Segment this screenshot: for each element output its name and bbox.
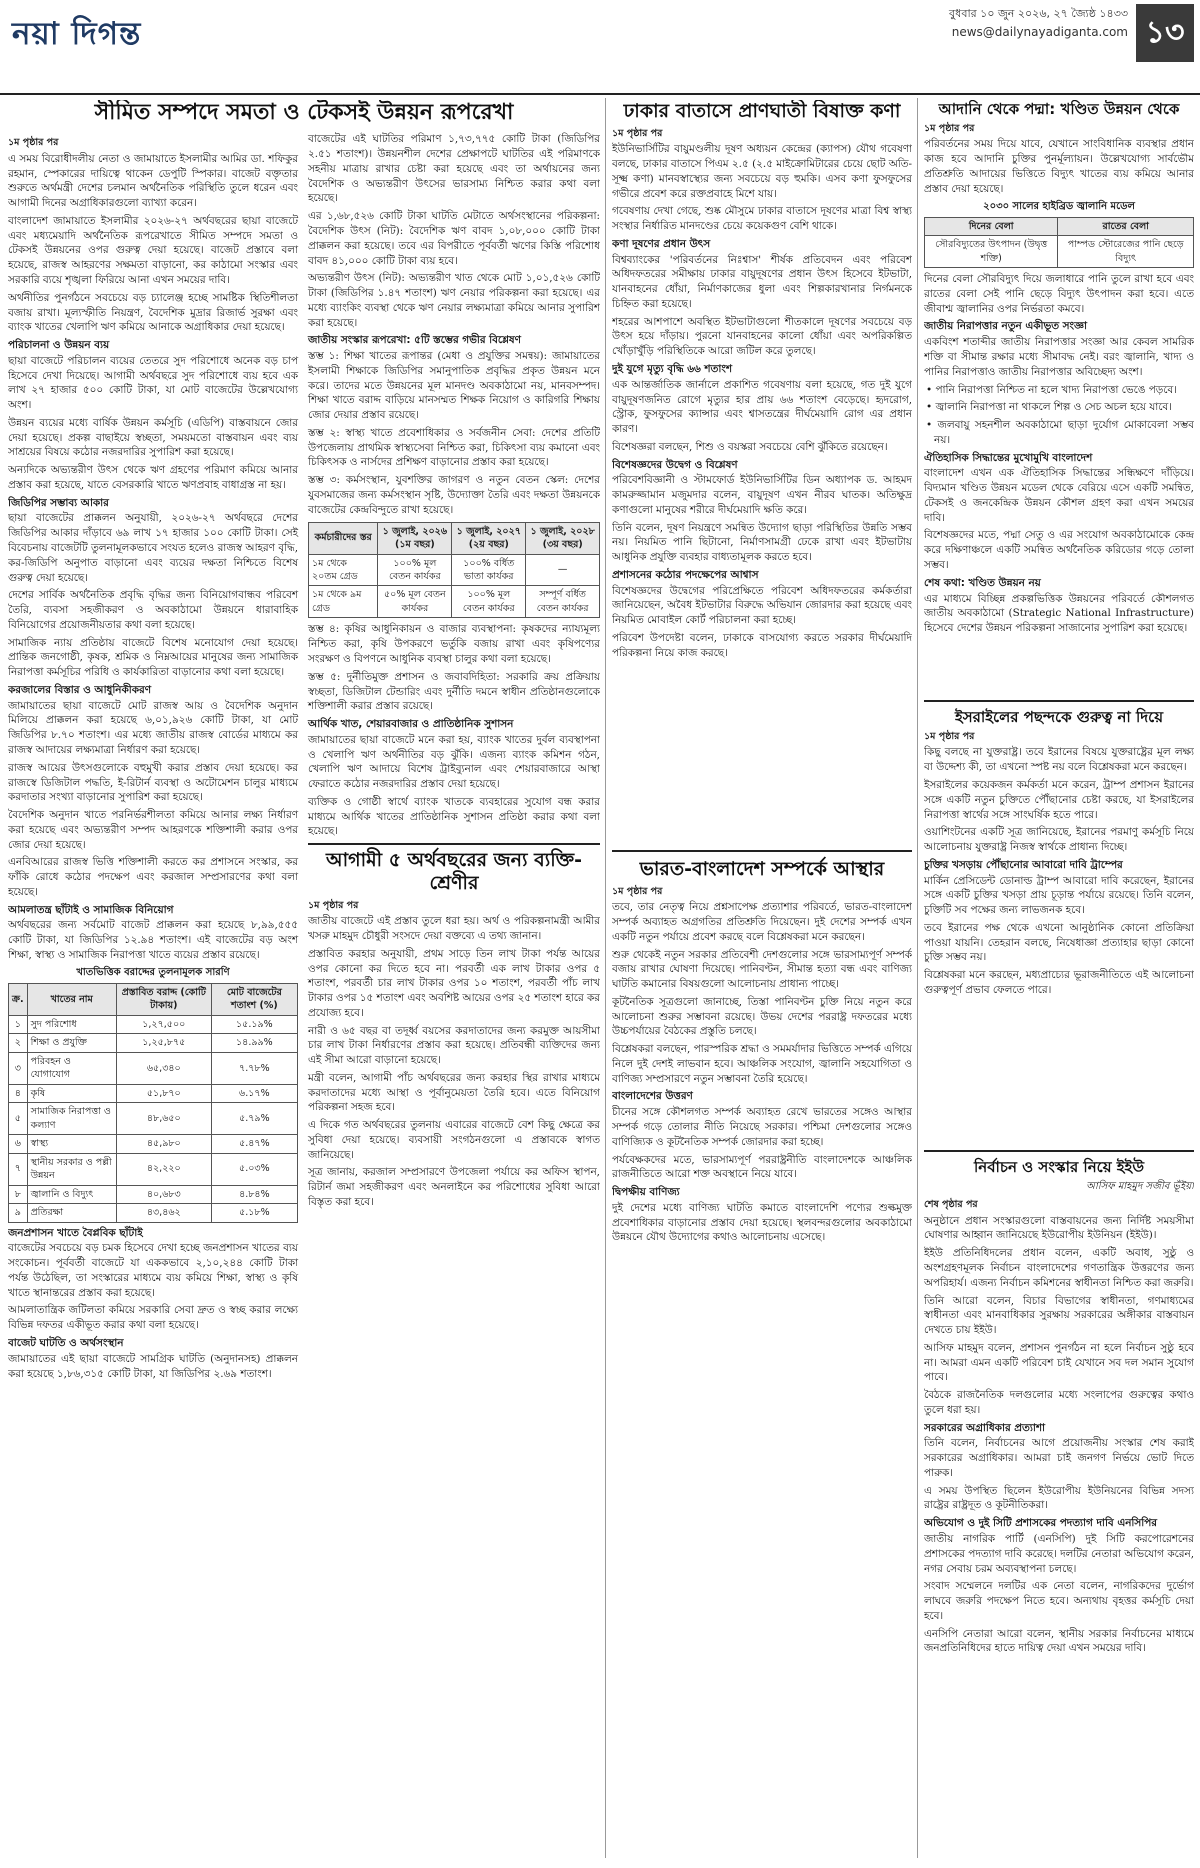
table-row	[9, 1153, 298, 1185]
paragraph: ইউনিভার্সিটির বায়ুমণ্ডলীয় দূষণ অধ্যয়ন কেন্দ্রের (ক্যাপস) যৌথ গবেষণা বলছে, ঢাকার বাতাসে পিএম ২.৫ (২.৫ মাইক্রোমিটারের চেয়ে ছোট অতি-সূক্ষ্ম কণা) মানবস্বাস্থ্যের জন্য সবচেয়ে বড় হুমকি। এসব কণা ফুসফুসের গভীরে প্রবেশ করে রক্তপ্রবাহে মিশে যায়।	[612, 143, 912, 200]
paragraph: কিছু বলছে না যুক্তরাষ্ট্র। তবে ইরানের বিষয়ে যুক্তরাষ্ট্রের মূল লক্ষ্য বা উদ্দেশ্য কী, তা এখনো স্পষ্ট নয় বলে বিশ্লেষকরা মনে করছেন।	[924, 746, 1194, 774]
story-israel	[924, 700, 1194, 1140]
paragraph: বিশেষজ্ঞদের উদ্বেগের পরিপ্রেক্ষিতে পরিবেশ অধিদফতরের কর্মকর্তারা জানিয়েছেন, অবৈধ ইটভাটার বিরুদ্ধে অভিযান জোরদার করা হয়েছে এবং নিয়মিত মোবাইল কোর্ট পরিচালনা করা হচ্ছে।	[612, 584, 912, 627]
pay-scale-table	[308, 522, 600, 619]
paragraph: পরিবেশ উপদেষ্টা বলেন, ঢাকাকে বাসযোগ্য করতে সরকার দীর্ঘমেয়াদি পরিকল্পনা নিয়ে কাজ করছে।	[612, 632, 912, 659]
paragraph: জামায়াতের এই ছায়া বাজেটে সামগ্রিক ঘাটতি (অনুদানসহ) প্রাক্কলন করা হয়েছে ১,৮৬,৩১৫ কোটি টাকা, যা জিডিপির ২.৬৯ শতাংশ।	[8, 1352, 298, 1380]
table-row	[309, 586, 600, 618]
table-cell: কৃষি	[27, 1084, 116, 1102]
paragraph: মার্কিন প্রেসিডেন্ট ডোনাল্ড ট্রাম্প আবারো দাবি করেছেন, ইরানের সঙ্গে একটি চুক্তির খসড়া প্রায় চূড়ান্ত পর্যায়ে রয়েছে। তিনি বলেন, চুক্তিটি সব পক্ষের জন্য লাভজনক হবে।	[924, 874, 1194, 917]
table-cell: ১০০% মূল বেতন কার্যকর	[378, 554, 452, 586]
story-adani-padma	[924, 100, 1194, 690]
paragraph: অনুষ্ঠানে প্রধান সংস্কারগুলো বাস্তবায়নের জন্য নিৰ্দিষ্ট সময়সীমা ঘোষণার আহ্বান জানিয়েছে ইউরোপীয় ইউনিয়ন (ইইউ)।	[924, 1214, 1194, 1242]
newspaper-logo[interactable]: নয়া দিগন্ত	[12, 15, 142, 52]
headline-israel[interactable]: ইসরাইলের পছন্দকে গুরুত্ব না দিয়ে	[954, 708, 1164, 726]
table-cell: ৫.১৮%	[211, 1204, 297, 1222]
paragraph: পর্যবেক্ষকদের মতে, ভারসাম্যপূর্ণ পররাষ্ট্রনীতি বাংলাদেশকে আঞ্চলিক রাজনীতিতে আরো শক্ত অবস্থানে নিয়ে যাবে।	[612, 1153, 912, 1181]
subheading: বাংলাদেশের উত্তরণ	[612, 1090, 693, 1103]
table-cell: ৫.৪৭%	[211, 1135, 297, 1153]
paragraph: এনসিপি নেতারা আরো বলেন, স্থানীয় সরকার নির্বাচনের মাধ্যমে জনপ্রতিনিধিদের হাতে দায়িত্ব দেয়া এখন সময়ের দাবি।	[924, 1627, 1194, 1655]
schedule-night-cell: পাম্পড স্টোরেজের পানি ছেড়ে বিদ্যুৎ	[1058, 236, 1194, 268]
subheading: জনপ্রশাসন খাতে বৈপ্লবিক ছাঁটাই	[8, 1226, 143, 1239]
table-row	[9, 1185, 298, 1203]
paragraph: বাজেটের এই ঘাটতির পরিমাণ ১,৭৩,৭৭৫ কোটি টাকা (জিডিপির ২.৫১ শতাংশ)। উন্নয়নশীল দেশের প্রেক্ষাপটে ঘাটতির এই পরিমাণকে সহনীয় মাত্রায় রাখার চেষ্টা করা হয়েছে এবং তা অর্থায়নের জন্য বৈদেশিক ও অভ্যন্তরীণ উৎসের ভারসাম্য নিশ্চিত করার কথা বলা হয়েছে।	[308, 133, 600, 205]
story-eu	[924, 1150, 1194, 1860]
subheading: জাতীয় সংস্কার রূপরেখা: ৫টি স্তম্ভের গভীর বিশ্লেষণ	[308, 334, 521, 347]
continuation-label: শেষ পৃষ্ঠার পর	[924, 1199, 978, 1211]
paragraph: স্তম্ভ ৩: কর্মসংস্থান, যুবশক্তির জাগরণ ও নতুন বেতন স্কেল: দেশের যুবসমাজের জন্য কর্মসংস্থান সৃষ্টি, উদ্যোক্তা তৈরি এবং দক্ষতা উন্নয়নকে বাজেটের কেন্দ্রবিন্দুতে রাখা হয়েছে।	[308, 474, 600, 516]
table-cell: ২	[9, 1034, 28, 1052]
paragraph: এর মাধ্যমে বিচ্ছিন্ন প্রকল্পভিত্তিক উন্নয়নের পরিবর্তে কৌশলগত জাতীয় অবকাঠামো (Strategic National Infrastructure) হিসেবে দেশের উন্নয়ন পরিকল্পনা সাজানোর সুপারিশ করা হয়েছে।	[924, 592, 1194, 635]
table-row	[9, 1015, 298, 1033]
paragraph: ছায়া বাজেটের প্রাক্কলন অনুযায়ী, ২০২৬-২৭ অর্থবছরে দেশের জিডিপির আকার দাঁড়াবে ৬৯ লাখ ১৭ হাজার ১০০ কোটি টাকা। সেই বিবেচনায় বাজেটটি তুলনামূলকভাবে সংযত হলেও রাজস্ব আহরণ বৃদ্ধি, কর-জিডিপি অনুপাত বাড়ানো এবং ব্যয়ের দক্ষতা নিশ্চিতে বিশেষ গুরুত্ব দেয়া হয়েছে।	[8, 512, 298, 584]
table-header: ১ জুলাই, ২০২৬ (১ম বছর)	[378, 522, 452, 554]
paragraph: তিনি বলেন, নির্বাচনের আগে প্রয়োজনীয় সংস্কার শেষ করাই সরকারের অগ্রাধিকার। আমরা চাই জনগণ নির্ভয়ে ভোট দিতে পারুক।	[924, 1437, 1194, 1479]
issue-date: বুধবার ১০ জুন ২০২৬, ২৭ জ্যৈষ্ঠ ১৪৩৩	[949, 7, 1128, 20]
subheading: শেষ কথা: খণ্ডিত উন্নয়ন নয়	[924, 576, 1041, 589]
subheading: বিশেষজ্ঞদের উদ্বেগ ও বিশ্লেষণ	[612, 458, 738, 471]
headline-budget[interactable]: সীমিত সম্পদে সমতা ও টেকসই উন্নয়ন রূপরেখা	[94, 100, 514, 125]
paragraph: বিশেষজ্ঞদের মতে, পদ্মা সেতু ও এর সংযোগ অবকাঠামোকে কেন্দ্র করে দক্ষিণাঞ্চলে একটি সমন্বিত অর্থনৈতিক করিডোর গড়ে তোলা সম্ভব।	[924, 529, 1194, 571]
paragraph: স্তম্ভ ৪: কৃষির আধুনিকায়ন ও বাজার ব্যবস্থাপনা: কৃষকদের ন্যায্যমূল্য নিশ্চিত করা, কৃষি উপকরণে ভর্তুকি বজায় রাখা এবং কৃষিপণ্যের সংরক্ষণ ও বিপণনে আধুনিক ব্যবস্থা চালুর কথা বলা হয়েছে।	[308, 623, 600, 665]
paragraph: দুই দেশের মধ্যে বাণিজ্য ঘাটতি কমাতে বাংলাদেশি পণ্যের শুল্কমুক্ত প্রবেশাধিকার বাড়ানোর প্রস্তাব দেয়া হয়েছে। স্থলবন্দরগুলোর অবকাঠামো উন্নয়নে যৌথ উদ্যোগের কথাও আলোচনায় এসেছে।	[612, 1201, 912, 1244]
table-cell: ৬৫,৩৪০	[116, 1052, 211, 1084]
subheading: আর্থিক খাত, শেয়ারবাজার ও প্রাতিষ্ঠানিক সুশাসন	[308, 718, 514, 731]
paragraph: বৈঠকে রাজনৈতিক দলগুলোর মধ্যে সংলাপের গুরুত্বের কথাও তুলে ধরা হয়।	[924, 1389, 1194, 1416]
paragraph: বৈদেশিক অনুদান খাতে পরনির্ভরশীলতা কমিয়ে আনার লক্ষ্য নির্ধারণ করা হয়েছে এবং অভ্যন্তরীণ সম্পদ আহরণকে শক্তিশালী করার ওপর জোর দেয়া হয়েছে।	[8, 809, 298, 851]
website[interactable]: news@dailynayadiganta.com	[951, 25, 1128, 39]
table-cell: ৪২,২২০	[116, 1153, 211, 1185]
table-cell: ৫০% মূল বেতন কার্যকর	[378, 586, 452, 618]
paragraph: ওয়াশিংটনের একটি সূত্র জানিয়েছে, ইরানের পরমাণু কর্মসূচি নিয়ে আলোচনায় যুক্তরাষ্ট্র নিজস্ব স্বার্থকে প্রাধান্য দিচ্ছে।	[924, 826, 1194, 854]
paragraph: এক আন্তর্জাতিক জার্নালে প্রকাশিত গবেষণায় বলা হয়েছে, গত দুই যুগে বায়ুদূষণজনিত রোগে মৃত্যুর হার প্রায় ৬৬ শতাংশ বেড়েছে। হৃদরোগ, স্ট্রোক, ফুসফুসের ক্যান্সার এবং শ্বাসতন্ত্রের দীর্ঘমেয়াদি রোগ এর প্রধান কারণ।	[612, 378, 912, 436]
paragraph: এ দিকে গত অর্থবছরের তুলনায় এবারের বাজেটে বেশ কিছু ক্ষেত্রে কর সুবিধা দেয়া হয়েছে। ব্যবসায়ী সংগঠনগুলো এ প্রস্তাবকে স্বাগত জানিয়েছে।	[308, 1119, 600, 1161]
paragraph: পরিবর্তনের সময় দিয়ে যাবে, যেখানে সাংবিধানিক ব্যবস্থার প্রধান কাজ হবে আদানি চুক্তির পুনর্মূল্যায়ন। উল্লেখযোগ্য সার্বভৌম প্রতিশ্রুতি আদায়ের ভিত্তিতে বিদ্যুৎ খাতের ব্যয় কমিয়ে আনার প্রস্তাব দেয়া হয়েছে।	[924, 138, 1194, 195]
table-cell: ৩	[9, 1052, 28, 1084]
table-cell: ৫	[9, 1103, 28, 1135]
paragraph: স্তম্ভ ২: স্বাস্থ্য খাতে প্রবেশাধিকার ও সর্বজনীন সেবা: দেশের প্রতিটি উপজেলায় প্রাথমিক স্বাস্থ্যসেবা নিশ্চিত করা, চিকিৎসা ব্যয় কমানো এবং চিকিৎসক ও নার্সদের প্রশিক্ষণ বাড়ানোর প্রস্তাব করা হয়েছে।	[308, 426, 600, 469]
table-cell: ৪.৮৪%	[211, 1185, 297, 1203]
table-cell: ৬.১৭%	[211, 1084, 297, 1102]
table-cell: ৪৩,৪৬২	[116, 1204, 211, 1222]
paragraph: জামায়াতের ছায়া বাজেটে মোট রাজস্ব আয় ও বৈদেশিক অনুদান মিলিয়ে প্রাক্কলন করা হয়েছে ৬,০১,৯২৬ কোটি টাকা, যা মোট জিডিপির ৮.৭০ শতাংশ। এর মধ্যে জাতীয় রাজস্ব বোর্ডের মাধ্যমে কর রাজস্ব আদায়ের লক্ষ্যমাত্রা নির্ধারণ করা হয়েছে।	[8, 699, 298, 756]
table-header: ক্র.	[9, 983, 28, 1015]
paragraph: তিনি আরো বলেন, বিচার বিভাগের স্বাধীনতা, গণমাধ্যমের স্বাধীনতা এবং মানবাধিকার সুরক্ষায় সরকারের অঙ্গীকার বাস্তবায়ন দেখতে চায় ইইউ।	[924, 1294, 1194, 1337]
continuation-label: ১ম পৃষ্ঠার পর	[612, 885, 663, 897]
table-cell: ৫.৭৯%	[211, 1103, 297, 1135]
headline-air-pollution[interactable]: ঢাকার বাতাসে প্রাণঘাতী বিষাক্ত কণা	[623, 100, 901, 122]
paragraph: এ সময় উপস্থিত ছিলেন ইউরোপীয় ইউনিয়নের বিভিন্ন সদস্য রাষ্ট্রের রাষ্ট্রদূত ও কূটনীতিকরা।	[924, 1484, 1194, 1512]
paragraph: ব্যক্তিক ও গোষ্ঠী স্বার্থে ব্যাংক খাতকে ব্যবহারের সুযোগ বন্ধ করার মাধ্যমে আর্থিক খাতের প্রাতিষ্ঠানিক সুশাসন প্রতিষ্ঠা করার কথা বলা হয়েছে।	[308, 795, 600, 838]
table-row	[309, 554, 600, 586]
subheading: জিডিপির সম্ভাব্য আকার	[8, 496, 109, 509]
subheading: বাজেট ঘাটতি ও অর্থসংস্থান	[8, 1337, 124, 1350]
table-cell: ১০০% বর্ধিত ভাতা কার্যকর	[452, 554, 526, 586]
table-cell: সম্পূর্ণ বর্ধিত বেতন কার্যকর	[526, 586, 600, 618]
story-air-pollution	[612, 100, 912, 840]
table-header: প্রস্তাবিত বরাদ্দ (কোটি টাকায়)	[116, 983, 211, 1015]
paragraph: একবিংশ শতাব্দীর জাতীয় নিরাপত্তার সংজ্ঞা আর কেবল সামরিক শক্তি বা সীমান্ত রক্ষার মধ্যে সীমাবদ্ধ নেই। বরং জ্বালানি, খাদ্য ও পানির নিরাপত্তাও জাতীয় নিরাপত্তার অবিচ্ছেদ্য অংশ।	[924, 336, 1194, 378]
paragraph: পরিবেশবিজ্ঞানী ও স্টামফোর্ড ইউনিভার্সিটির ডিন অধ্যাপক ড. আহমদ কামরুজ্জামান মজুমদার বলেন, বায়ুদূষণ এখন নীরব ঘাতক। অতিক্ষুদ্র কণাগুলো মানুষের শরীরে দীর্ঘমেয়াদি ক্ষতি করে।	[612, 474, 912, 516]
subheading: করজালের বিস্তার ও আধুনিকীকরণ	[8, 683, 152, 696]
table-header: খাতের নাম	[27, 983, 116, 1015]
table-cell: পরিবহন ও যোগাযোগ	[27, 1052, 116, 1084]
paragraph: ইইউ প্রতিনিধিদলের প্রধান বলেন, একটি অবাধ, সুষ্ঠু ও অংশগ্রহণমূলক নির্বাচন বাংলাদেশের গণতান্ত্রিক উত্তরণের জন্য অপরিহার্য। এজন্য নির্বাচন কমিশনের স্বাধীনতা নিশ্চিত করা জরুরি।	[924, 1247, 1194, 1289]
paragraph: সামাজিক ন্যায় প্রতিষ্ঠায় বাজেটে বিশেষ মনোযোগ দেয়া হয়েছে। প্রান্তিক জনগোষ্ঠী, কৃষক, শ্রমিক ও নিম্নআয়ের মানুষের জন্য সামাজিক নিরাপত্তা কর্মসূচির পরিধি ও কার্যকারিতা বাড়ানোর কথা বলা হয়েছে।	[8, 636, 298, 679]
paragraph: দিনের বেলা সৌরবিদ্যুৎ দিয়ে জলাধারে পানি তুলে রাখা হবে এবং রাতের বেলা সেই পানি ছেড়ে বিদ্যুৎ উৎপাদন করা হবে। এতে জীবাশ্ম জ্বালানির ওপর নির্ভরতা কমবে।	[924, 273, 1194, 315]
schedule-day-cell: সৌরবিদ্যুতের উৎপাদন (উদ্বৃত্ত শক্তি)	[925, 236, 1058, 268]
table-row	[9, 1204, 298, 1222]
allocation-table-body	[9, 1015, 298, 1222]
allocation-table	[8, 983, 298, 1223]
subheading: আমলাতন্ত্র ছাঁটাই ও সামাজিক বিনিয়োগ	[8, 903, 174, 916]
subheading: দুই যুগে মৃত্যু বৃদ্ধি ৬৬ শতাংশ	[612, 363, 732, 375]
bullet-item: • জলবায়ু সহনশীল অবকাঠামো ছাড়া দুর্যোগ মোকাবেলা সম্ভব নয়।	[926, 419, 1194, 446]
paragraph: শুরু থেকেই নতুন সরকার প্রতিবেশী দেশগুলোর সঙ্গে ভারসাম্যপূর্ণ সম্পর্ক বজায় রাখার ঘোষণা দিয়েছে। পানিবণ্টন, সীমান্ত হত্যা বন্ধ এবং বাণিজ্য ঘাটতি কমানোর বিষয়গুলো আলোচনায় প্রাধান্য পাচ্ছে।	[612, 948, 912, 991]
paragraph: বাংলাদেশ এখন এক ঐতিহাসিক সিদ্ধান্তের সন্ধিক্ষণে দাঁড়িয়ে। বিদ্যমান খণ্ডিত উন্নয়ন মডেল থেকে বেরিয়ে এসে একটি সমন্বিত, টেকসই ও জনকেন্দ্রিক উন্নয়ন কৌশল গ্রহণ করা এখন সময়ের দাবি।	[924, 467, 1194, 524]
paragraph: মন্ত্রী বলেন, আগামী পাঁচ অর্থবছরের জন্য করহার স্থির রাখার মাধ্যমে করদাতাদের মধ্যে আস্থা ও পূর্বানুমেয়তা তৈরি হবে। এতে বিনিয়োগ পরিকল্পনা সহজ হবে।	[308, 1071, 600, 1114]
paragraph: আমলাতান্ত্রিক জটিলতা কমিয়ে সরকারি সেবা দ্রুত ও স্বচ্ছ করার লক্ষ্যে বিভিন্ন দফতর একীভূত করার কথা বলা হয়েছে।	[8, 1304, 298, 1332]
table-header: ১ জুলাই, ২০২৮ (৩য় বছর)	[526, 522, 600, 554]
paragraph: বিশেষজ্ঞরা বলছেন, শিশু ও বয়স্করা সবচেয়ে বেশি ঝুঁকিতে রয়েছেন।	[612, 440, 888, 453]
table-cell: ১	[9, 1015, 28, 1033]
paragraph: প্রস্তাবিত করহার অনুযায়ী, প্রথম সাড়ে তিন লাখ টাকা পর্যন্ত আয়ের ওপর কোনো কর দিতে হবে না। পরবর্তী এক লাখ টাকার ওপর ৫ শতাংশ, পরবর্তী চার লাখ টাকার ওপর ১০ শতাংশ, পরবর্তী পাঁচ লাখ টাকার ওপর ১৫ শতাংশ এবং অবশিষ্ট আয়ের ওপর ২৫ শতাংশ হারে কর প্রযোজ্য হবে।	[308, 947, 600, 1019]
table-cell: ৯	[9, 1204, 28, 1222]
paragraph: বিশ্লেষকরা মনে করছেন, মধ্যপ্রাচ্যের ভূরাজনীতিতে এই আলোচনা গুরুত্বপূর্ণ প্রভাব ফেলতে পারে।	[924, 969, 1194, 996]
table-cell: ৮	[9, 1185, 28, 1203]
paragraph: স্তম্ভ ৫: দুর্নীতিমুক্ত প্রশাসন ও জবাবদিহিতা: সরকারি ক্রয় প্রক্রিয়ায় স্বচ্ছতা, ডিজিটাল টেন্ডারিং এবং দুর্নীতি দমনে স্বাধীন প্রতিষ্ঠানগুলোকে শক্তিশালী করার প্রস্তাব রয়েছে।	[308, 670, 600, 713]
story-india-bangladesh	[612, 850, 912, 1860]
masthead	[0, 0, 1200, 95]
paragraph: অভ্যন্তরীণ উৎস (নিট): অভ্যন্তরীণ খাত থেকে মোট ১,০১,৫২৬ কোটি টাকা (জিডিপির ১.৪৭ শতাংশ) ঋণ নেয়ার পরিকল্পনা করা হয়েছে। এর মধ্যে ব্যাংকিং ব্যবস্থা থেকে ঋণ নেয়ার লক্ষ্যমাত্রা কমিয়ে আনার সুপারিশ করা হয়েছে।	[308, 272, 600, 329]
subheading: অভিযোগ ও দুই সিটি প্রশাসকের পদত্যাগ দাবি এনসিপির	[924, 1517, 1157, 1530]
table-row	[9, 1034, 298, 1052]
paragraph: রাজস্ব আয়ের উৎসগুলোকে বহুমুখী করার প্রস্তাব দেয়া হয়েছে। কর রাজস্বে ডিজিটাল পদ্ধতি, ই-রিটার্ন ব্যবস্থা ও অটোমেশন চালুর মাধ্যমে করদাতার সংখ্যা বাড়ানোর সুপারিশ করা হয়েছে।	[8, 761, 298, 804]
page-number: ১৩	[1136, 4, 1194, 62]
paragraph: আসিফ মাহমুদ বলেন, প্রশাসন পুনর্গঠন না হলে নির্বাচন সুষ্ঠু হবে না। আমরা এমন একটি পরিবেশ চাই যেখানে সব দল সমান সুযোগ পাবে।	[924, 1341, 1194, 1384]
paragraph: এনবিআরের রাজস্ব ভিত্তি শক্তিশালী করতে কর প্রশাসনে সংস্কার, কর ফাঁকি রোধে কঠোর পদক্ষেপ এবং করজাল সম্প্রসারণের কথা বলা হয়েছে।	[8, 856, 298, 898]
subheading: সরকারের অগ্রাধিকার প্রত্যাশা	[924, 1421, 1046, 1434]
table-cell: ৭	[9, 1153, 28, 1185]
continuation-label: ১ম পৃষ্ঠার পর	[8, 137, 59, 149]
paragraph: সংবাদ সম্মেলনে দলটির এক নেতা বলেন, নাগরিকদের দুর্ভোগ লাঘবে জরুরি পদক্ষেপ নিতে হবে। অন্যথায় বৃহত্তর কর্মসূচি দেয়া হবে।	[924, 1580, 1194, 1622]
budget-column-2	[308, 132, 600, 1384]
continuation-label: ১ম পৃষ্ঠার পর	[924, 731, 975, 742]
schedule-night-header: রাতের বেলা	[1058, 217, 1194, 235]
table-caption: খাতভিত্তিক বরাদ্দের তুলনামূলক সারণি	[76, 966, 230, 978]
table-cell: ১৪.৯৯%	[211, 1034, 297, 1052]
table-cell: ১,২৫,৮৭৫	[116, 1034, 211, 1052]
paragraph: অন্যদিকে অভ্যন্তরীণ উৎস থেকে ঋণ গ্রহণের পরিমাণ কমিয়ে আনার প্রস্তাব করা হয়েছে, যাতে বেসরকারি খাতে ঋণপ্রবাহ বাধাগ্রস্ত না হয়।	[8, 464, 298, 491]
pay-scale-table-body	[309, 554, 600, 618]
table-cell: —	[526, 554, 600, 586]
table-cell: স্বাস্থ্য	[27, 1135, 116, 1153]
paragraph: তবে, তার নেতৃত্ব নিয়ে প্রশ্নসাপেক্ষ প্রত্যাশার পরিবর্তে, ভারত-বাংলাদেশ সম্পর্ক অব্যাহত অগ্রগতির প্রতিশ্রুতি দিয়েছেন। দুই দেশের সম্পর্ক এখন একটি নতুন পর্যায়ে প্রবেশ করছে বলে বিশ্লেষকরা মনে করছেন।	[612, 901, 912, 943]
table-cell: ৪০,৬৮৩	[116, 1185, 211, 1203]
subheading: ঐতিহাসিক সিদ্ধান্তের মুখোমুখি বাংলাদেশ	[924, 451, 1093, 464]
table-row	[9, 1084, 298, 1102]
paragraph: জাতীয় নাগরিক পার্টি (এনসিপি) দুই সিটি করপোরেশনের প্রশাসকের পদত্যাগ দাবি করেছে। দলটির নেতারা অভিযোগ করেন, নগর সেবায় চরম অব্যবস্থাপনা চলছে।	[924, 1532, 1194, 1575]
paragraph: ছায়া বাজেটে পরিচালন ব্যয়ের তেতরে সুদ পরিশোধে অনেক বড় চাপ হিসেবে দেখা দিয়েছে। আগামী অর্থবছরে সুদ পরিশোধে ব্যয় হবে এক লাখ ২৭ হাজার ৫০০ কোটি টাকা, যা মোট বাজেটের উল্লেখযোগ্য অংশ।	[8, 354, 298, 412]
continuation-label: ১ম পৃষ্ঠার পর	[924, 123, 975, 134]
paragraph: তবে ইরানের পক্ষ থেকে এখনো আনুষ্ঠানিক কোনো প্রতিক্রিয়া পাওয়া যায়নি। তেহরান বলছে, নিষেধাজ্ঞা প্রত্যাহার ছাড়া কোনো চুক্তি সম্ভব নয়।	[924, 921, 1194, 964]
table-header: কর্মচারীদের স্তর	[309, 522, 378, 554]
paragraph: সূত্র জানায়, করজাল সম্প্রসারণে উপজেলা পর্যায়ে কর অফিস স্থাপন, রিটার্ন জমা সহজীকরণ এবং অনলাইনে কর পরিশোধের সুবিধা আরো বিস্তৃত করা হবে।	[308, 1166, 600, 1209]
story-budget	[8, 100, 600, 1860]
table-row	[9, 1135, 298, 1153]
paragraph: উন্নয়ন ব্যয়ের মধ্যে বার্ষিক উন্নয়ন কর্মসূচি (এডিপি) বাস্তবায়নে জোর দেয়া হয়েছে। প্রকল্প বাছাইয়ে স্বচ্ছতা, সময়মতো বাস্তবায়ন এবং ব্যয় সাশ্রয়ের বিষয়ে কঠোর নজরদারির সুপারিশ করা হয়েছে।	[8, 416, 298, 459]
table-cell: ৪৫,৯৮০	[116, 1135, 211, 1153]
column-divider	[917, 98, 918, 1858]
paragraph: বিশ্লেষকরা বলছেন, পারস্পরিক শ্রদ্ধা ও সমমর্যাদার ভিত্তিতে সম্পর্ক এগিয়ে নিলে দুই দেশই লাভবান হবে। আঞ্চলিক সংযোগ, জ্বালানি সহযোগিতা ও বাণিজ্য সম্প্রসারণে নতুন সম্ভাবনা তৈরি হয়েছে।	[612, 1043, 912, 1085]
paragraph: ইসরাইলের কয়েকজন কর্মকর্তা মনে করেন, ট্রাম্প প্রশাসন ইরানের সঙ্গে একটি নতুন চুক্তিতে পৌঁছানোর চেষ্টা করছে, যা ইসরাইলের নিরাপত্তা স্বার্থের সঙ্গে সাংঘর্ষিক হতে পারে।	[924, 779, 1194, 821]
subheading: পরিচালনা ও উন্নয়ন ব্যয়	[8, 339, 110, 352]
paragraph: বাজেটের সবচেয়ে বড় চমক হিসেবে দেখা হচ্ছে জনপ্রশাসন খাতের ব্যয় সংকোচন। পূর্ববর্তী বাজেটে যা এককভাবে ২,১০,২৪৪ কোটি টাকা পর্যন্ত উঠেছিল, তা সংস্কারের মাধ্যমে ব্যয় কমিয়ে শিক্ষা, স্বাস্থ্য ও কৃষি খাতে স্থানান্তরের প্রস্তাব করা হয়েছে।	[8, 1242, 298, 1299]
byline: আসিফ মাহমুদ সজীব ভূঁইয়া	[1086, 1181, 1194, 1192]
table-cell: প্রতিরক্ষা	[27, 1204, 116, 1222]
table-cell: সামাজিক নিরাপত্তা ও কল্যাণ	[27, 1103, 116, 1135]
paragraph: বাংলাদেশ জামায়াতে ইসলামীর ২০২৬-২৭ অর্থবছরের ছায়া বাজেটে এবং মধ্যমেয়াদি অর্থনৈতিক রূপরেখাতে সীমিত সম্পদে সমতা ও টেকসই উন্নয়নের ওপর গুরুত্ব দেয়া হয়েছে। বাজেট প্রস্তাবে বলা হয়েছে, রাজস্ব আহরণের সক্ষমতা বাড়ানো, কর কাঠামো সংস্কার এবং সরকারি ব্যয়ে শৃঙ্খলা ফিরিয়ে আনা এখন সময়ের দাবি।	[8, 214, 298, 286]
schedule-title: ২০৩০ সালের হাইব্রিড জ্বালানি মডেল	[983, 200, 1135, 212]
headline-adani-padma[interactable]: আদানি থেকে পদ্মা: খণ্ডিত উন্নয়ন থেকে	[938, 100, 1180, 118]
bullet-item: • জ্বালানি নিরাপত্তা না থাকলে শিল্প ও সেচ অচল হয়ে যাবে।	[926, 401, 1172, 414]
table-cell: ১৫.১৯%	[211, 1015, 297, 1033]
subheading: জাতীয় নিরাপত্তার নতুন একীভূত সংজ্ঞা	[924, 320, 1087, 333]
paragraph: গবেষণায় দেখা গেছে, শুষ্ক মৌসুমে ঢাকার বাতাসে দূষণের মাত্রা বিশ্ব স্বাস্থ্য সংস্থার নির্ধারিত মানদণ্ডের চেয়ে কয়েকগুণ বেশি থাকে।	[612, 205, 912, 233]
paragraph: জাতীয় বাজেটে এই প্রস্তাব তুলে ধরা হয়। অর্থ ও পরিকল্পনামন্ত্রী আমীর খসরু মাহমুদ চৌধুরী সংসদে দেয়া বক্তব্যে এ তথ্য জানান।	[308, 915, 600, 942]
table-cell: ১,২৭,৫০০	[116, 1015, 211, 1033]
paragraph: এ সময় বিরোধীদলীয় নেতা ও জামায়াতে ইসলামীর আমির ডা. শফিকুর রহমান, স্পেকারের দায়িত্বে থাকেন ডেপুটি স্পিকার। বাজেট বক্তৃতার শুরুতে অর্থমন্ত্রী দেশের চলমান অর্থনৈতিক পরিস্থিতি তুলে ধরেন এবং আগামী দিনের অগ্রাধিকারগুলো ব্যাখ্যা করেন।	[8, 152, 298, 210]
subheading: দ্বিপক্ষীয় বাণিজ্য	[612, 1186, 680, 1199]
table-cell: ৭.৭৮%	[211, 1052, 297, 1084]
table-cell: ৪	[9, 1084, 28, 1102]
table-row	[9, 1103, 298, 1135]
budget-column-1	[8, 132, 298, 1384]
paragraph: জামায়াতের ছায়া বাজেটে মনে করা হয়, ব্যাংক খাতের দুর্বল ব্যবস্থাপনা ও খেলাপি ঋণ অর্থনীতির বড় ঝুঁকি। এজন্য ব্যাংক কমিশন গঠন, খেলাপি ঋণ আদায়ে বিশেষ ট্রাইব্যুনাল এবং শেয়ারবাজারে আস্থা ফেরাতে কঠোর নজরদারির প্রস্তাব দেয়া হয়েছে।	[308, 733, 600, 791]
bullet-item: • পানি নিরাপত্তা নিশ্চিত না হলে খাদ্য নিরাপত্তা ভেঙে পড়বে।	[926, 383, 1177, 396]
schedule-day-header: দিনের বেলা	[925, 217, 1058, 235]
paragraph: এর ১,৬৮,৫২৬ কোটি টাকা ঘাটতি মেটাতে অর্থসংস্থানের পরিকল্পনা: বৈদেশিক উৎস (নিট): বৈদেশিক ঋণ বাবদ ১,০৮,০০০ কোটি টাকা প্রাক্কলন করা হয়েছে। তবে এর বিপরীতে পূর্ববর্তী ঋণের কিস্তি পরিশোধ বাবদ ৪১,০০০ কোটি টাকা ব্যয় হবে।	[308, 210, 600, 267]
paragraph: শহরের আশপাশে অবস্থিত ইটভাটাগুলো শীতকালে দূষণের সবচেয়ে বড় উৎস হয়ে দাঁড়ায়। পুরনো যানবাহনের কালো ধোঁয়া এবং অপরিকল্পিত খোঁড়াখুঁড়ি পরিস্থিতিকে আরো জটিল করে তুলছে।	[612, 315, 912, 358]
headline-india-bangladesh[interactable]: ভারত-বাংলাদেশ সম্পর্কে আস্থার	[639, 858, 885, 880]
table-cell: শিক্ষা ও প্রযুক্তি	[27, 1034, 116, 1052]
table-cell: স্থানীয় সরকার ও পল্লী উন্নয়ন	[27, 1153, 116, 1185]
subheading: কণা দূষণের প্রধান উৎস	[612, 237, 711, 250]
table-cell: ৫.০৩%	[211, 1153, 297, 1185]
table-cell: ১ম থেকে ২০তম গ্রেড	[309, 554, 378, 586]
table-cell: ১০০% মূল বেতন কার্যকর	[452, 586, 526, 618]
paragraph: তিনি বলেন, দূষণ নিয়ন্ত্রণে সমন্বিত উদ্যোগ ছাড়া পরিস্থিতির উন্নতি সম্ভব নয়। নিয়মিত পানি ছিটানো, নির্মাণসামগ্রী ঢেকে রাখা এবং ইটভাটায় আধুনিক প্রযুক্তি ব্যবহার বাধ্যতামূলক করতে হবে।	[612, 521, 912, 564]
table-header: ১ জুলাই, ২০২৭ (২য় বছর)	[452, 522, 526, 554]
paragraph: কূটনৈতিক সূত্রগুলো জানাচ্ছে, তিস্তা পানিবণ্টন চুক্তি নিয়ে নতুন করে আলোচনা শুরুর সম্ভাবনা রয়েছে। উভয় দেশের পররাষ্ট্র দফতরের মধ্যে উচ্চপর্যায়ের বৈঠকের প্রস্তুতি চলছে।	[612, 995, 912, 1038]
table-header: মোট বাজেটের শতাংশ (%)	[211, 983, 297, 1015]
continuation-label: ১ম পৃষ্ঠার পর	[308, 899, 359, 911]
table-cell: ৬	[9, 1135, 28, 1153]
continuation-label: ১ম পৃষ্ঠার পর	[612, 127, 663, 139]
table-cell: ৫১,৮৭০	[116, 1084, 211, 1102]
energy-schedule-table	[924, 217, 1194, 268]
story-divider	[308, 843, 600, 845]
paragraph: চীনের সঙ্গে কৌশলগত সম্পর্ক অব্যাহত রেখে ভারতের সঙ্গেও আস্থার সম্পর্ক গড়ে তোলার নীতি নিয়েছে সরকার। পশ্চিমা দেশগুলোর সঙ্গেও বাণিজ্যিক ও কূটনৈতিক সম্পর্ক জোরদার করা হচ্ছে।	[612, 1106, 912, 1148]
paragraph: বিশ্বব্যাংকের 'পরিবর্তনের নিঃশ্বাস' শীর্ষক প্রতিবেদন এবং পরিবেশ অধিদফতরের সমীক্ষায় ঢাকার বায়ুদূষণের প্রধান উৎস হিসেবে ইটভাটা, যানবাহনের ধোঁয়া, নির্মাণকাজের ধুলা এবং শিল্পকারখানার নির্গমনকে চিহ্নিত করা হয়েছে।	[612, 253, 912, 310]
table-row	[9, 1052, 298, 1084]
paragraph: নারী ও ৬৫ বছর বা তদূর্ধ্ব বয়সের করদাতাদের জন্য করমুক্ত আয়সীমা চার লাখ টাকা নির্ধারণের প্রস্তাব করা হয়েছে। প্রতিবন্ধী ব্যক্তিদের জন্য এই সীমা আরো বাড়ানো হয়েছে।	[308, 1024, 600, 1067]
subheading: প্রশাসনের কঠোর পদক্ষেপের আশ্বাস	[612, 568, 759, 581]
table-cell: ১ম থেকে ৯ম গ্রেড	[309, 586, 378, 618]
headline-tax[interactable]: আগামী ৫ অর্থবছরের জন্য ব্যক্তি-শ্রেণীর	[326, 849, 582, 894]
paragraph: দেশের সার্বিক অর্থনৈতিক প্রবৃদ্ধি বৃদ্ধির জন্য বিনিয়োগবান্ধব পরিবেশ তৈরি, ব্যবসা সহজীকরণ ও অবকাঠামো উন্নয়নে ধারাবাহিক বিনিয়োগের প্রয়োজনীয়তার কথা বলা হয়েছে।	[8, 589, 298, 631]
headline-eu[interactable]: নির্বাচন ও সংস্কার নিয়ে ইইউ	[973, 1158, 1145, 1176]
paragraph: অর্থনীতির পুনর্গঠনে সবচেয়ে বড় চ্যালেঞ্জ হচ্ছে সামষ্টিক স্থিতিশীলতা বজায় রাখা। মূল্যস্ফীতি নিয়ন্ত্রণ, বৈদেশিক মুদ্রার রিজার্ভ সুরক্ষা এবং ব্যাংক খাতের খেলাপি ঋণ কমিয়ে আনাকে অগ্রাধিকার দেয়া হয়েছে।	[8, 291, 298, 334]
table-cell: জ্বালানি ও বিদ্যুৎ	[27, 1185, 116, 1203]
subheading: চুক্তির খসড়ায় পৌঁছানোর আবারো দাবি ট্রাম্পের	[924, 858, 1123, 871]
paragraph: স্তম্ভ ১: শিক্ষা খাতের রূপান্তর (মেধা ও প্রযুক্তির সমন্বয়): জামায়াতের ইসলামী শিক্ষাকে জিডিপির সমানুপাতিক প্রবৃদ্ধির প্রকৃত উন্নয়ন মনে করে। তাদের মতে উন্নয়নের মূল মানদণ্ড অবকাঠামো নয়, মানবসম্পদ। শিক্ষা খাতে বরাদ্দ বাড়িয়ে মানসম্মত শিক্ষক নিয়োগ ও কারিগরি শিক্ষায় জোর দেয়ার প্রস্তাব রয়েছে।	[308, 350, 600, 422]
column-divider	[605, 98, 606, 1858]
table-cell: ৪৮,৬৫০	[116, 1103, 211, 1135]
paragraph: অর্থবছরের জন্য সর্বমোট বাজেট প্রাক্কলন করা হয়েছে ৮,৯৯,৫৫৫ কোটি টাকা, যা জিডিপির ১২.৯৪ শতাংশ। এই বাজেটের বড় অংশ শিক্ষা, স্বাস্থ্য ও সামাজিক নিরাপত্তা খাতে ব্যয়ের প্রস্তাব রয়েছে।	[8, 919, 298, 961]
table-cell: সুদ পরিশোধ	[27, 1015, 116, 1033]
